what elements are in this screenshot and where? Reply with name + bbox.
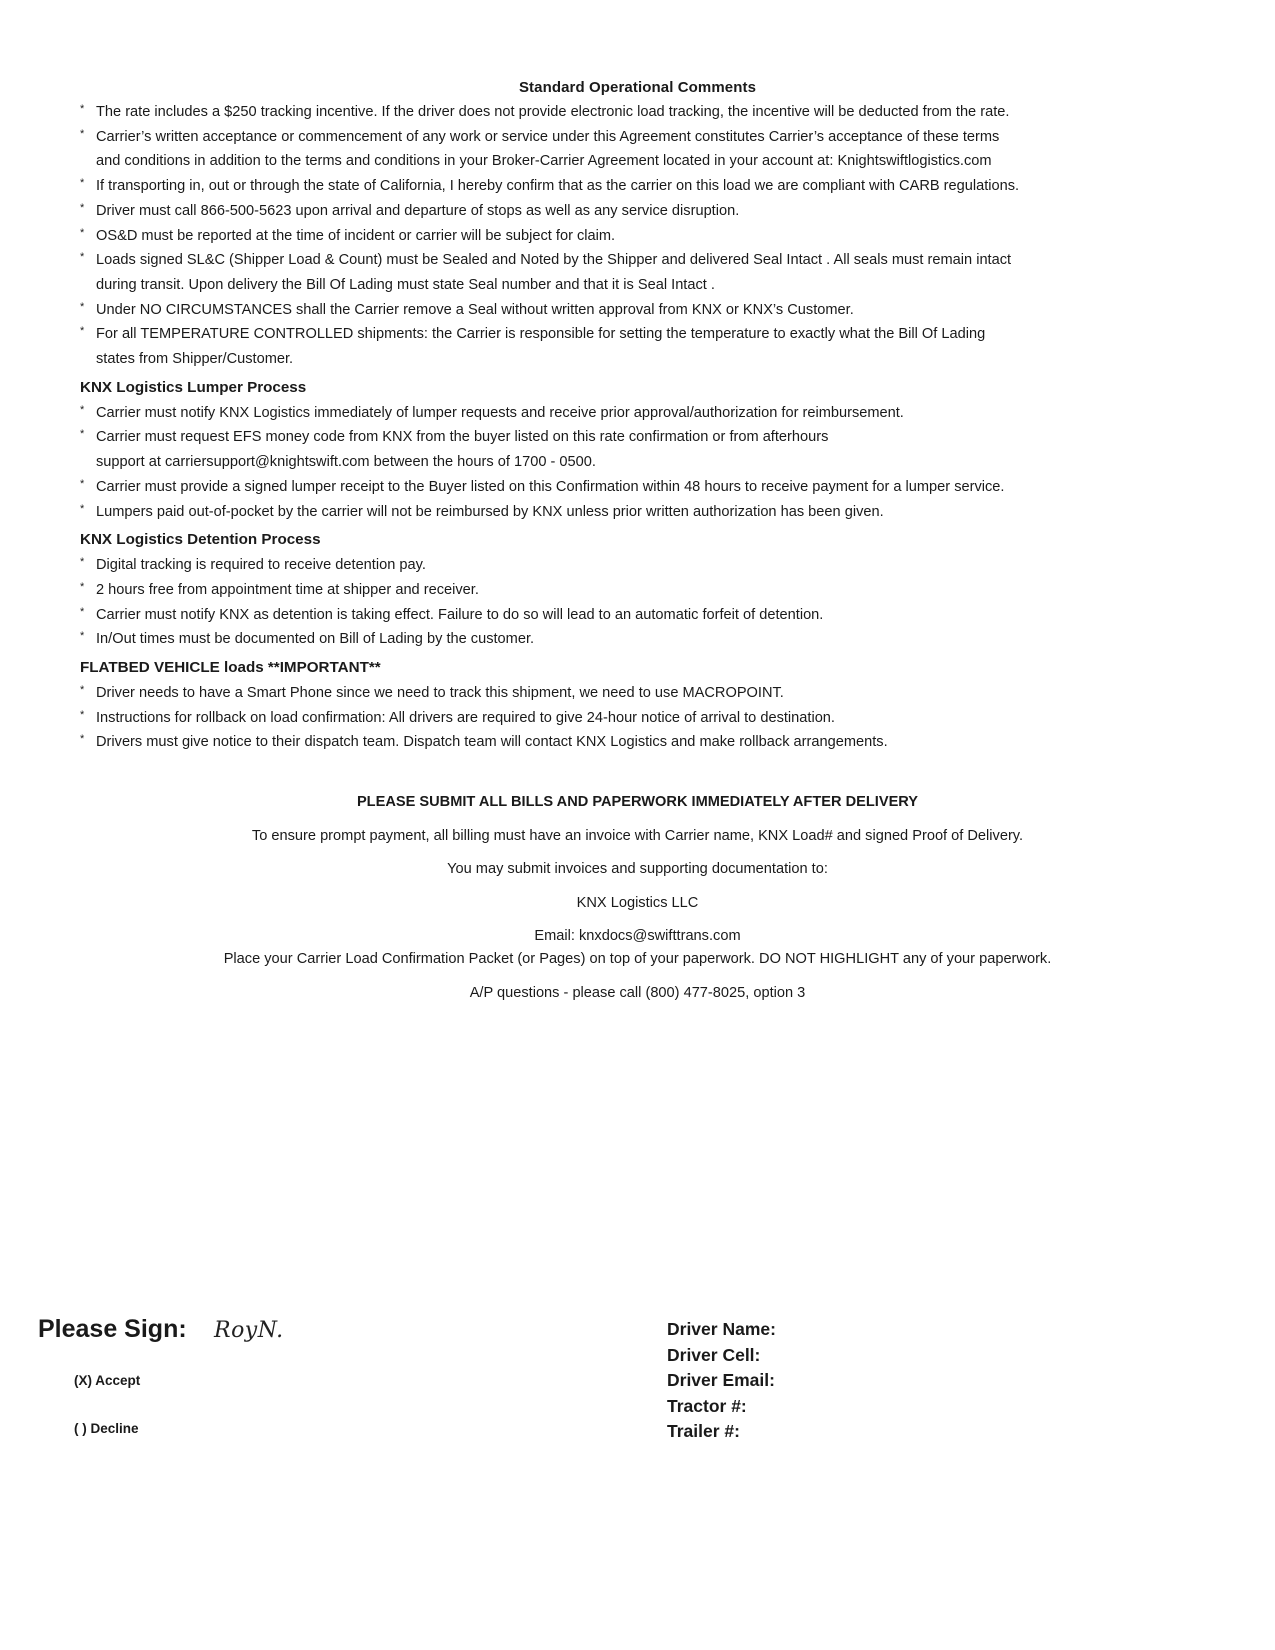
- bullet-text: Driver must call 866-500-5623 upon arrival and departure of stops as well as any service disruption.: [96, 202, 740, 219]
- bullet-text: Carrier’s written acceptance or commencement of any work or service under this Agreement constitutes Carrier’s acceptance of these terms: [96, 128, 1000, 145]
- lumper-section-title: KNX Logistics Lumper Process: [80, 378, 307, 396]
- trailer-number-label: Trailer #:: [667, 1421, 740, 1441]
- list-item: [80, 322, 1200, 371]
- accept-option[interactable]: (X) Accept: [74, 1373, 141, 1388]
- submit-email: Email: knxdocs@swifttrans.com: [534, 928, 741, 944]
- bullet-marker: *: [80, 556, 85, 569]
- tractor-number-label: Tractor #:: [667, 1395, 747, 1416]
- list-item: [80, 248, 1200, 297]
- bullet-text: Drivers must give notice to their dispatch team. Dispatch team will contact KNX Logistics and make rollback arrangements.: [96, 734, 888, 751]
- bullet-text: Carrier must request EFS money code from KNX from the buyer listed on this rate confirmation or from afterhours: [96, 429, 829, 446]
- standard-comments-list: [80, 100, 1200, 372]
- bullet-marker: *: [80, 630, 85, 643]
- bullet-text: The rate includes a $250 tracking incentive. If the driver does not provide electronic load tracking, the incentive will be deducted from the rate.: [96, 104, 1010, 120]
- bullet-marker: *: [80, 428, 85, 441]
- driver-name-label: Driver Name:: [667, 1319, 776, 1339]
- driver-email-label: Driver Email:: [667, 1370, 775, 1390]
- list-item: [80, 706, 1200, 731]
- bullet-marker: *: [80, 502, 85, 515]
- decline-option[interactable]: ( ) Decline: [74, 1421, 139, 1436]
- bullet-text: Digital tracking is required to receive detention pay.: [96, 557, 426, 574]
- bullet-text-continued: during transit. Upon delivery the Bill Of Lading must state Seal number and that it is Seal Intact .: [96, 276, 715, 293]
- bullet-text: 2 hours free from appointment time at shipper and receiver.: [96, 581, 479, 598]
- bullet-text: Carrier must notify KNX as detention is taking effect. Failure to do so will lead to an automatic forfeit of detention.: [96, 606, 824, 623]
- list-item: [80, 681, 1200, 706]
- signature: RoyN.: [214, 1318, 284, 1343]
- detention-list: [80, 553, 1200, 652]
- list-item: [80, 199, 1200, 224]
- bullet-marker: *: [80, 201, 85, 214]
- list-item: [80, 500, 1200, 525]
- list-item: [80, 401, 1200, 426]
- ap-questions: A/P questions - please call (800) 477-8025, option 3: [469, 985, 806, 1001]
- bullet-marker: *: [80, 325, 85, 338]
- bullet-marker: *: [80, 251, 85, 264]
- flatbed-list: [80, 681, 1200, 755]
- lumper-list: [80, 401, 1200, 525]
- packet-instruction: Place your Carrier Load Confirmation Packet (or Pages) on top of your paperwork. DO NOT HIGHLIGHT any of your paperwork.: [223, 951, 1052, 967]
- bullet-text-continued: states from Shipper/Customer.: [96, 351, 294, 368]
- bullet-text: In/Out times must be documented on Bill of Lading by the customer.: [96, 631, 535, 648]
- list-item: [80, 553, 1200, 578]
- bullet-text: Carrier must notify KNX Logistics immediately of lumper requests and receive prior approval/authorization for reimbursement.: [96, 404, 904, 421]
- bullet-text-continued: support at carriersupport@knightswift.com between the hours of 1700 - 0500.: [96, 454, 596, 471]
- bullet-marker: *: [80, 177, 85, 190]
- bullet-marker: *: [80, 477, 85, 490]
- list-item: [80, 125, 1200, 174]
- bullet-text: Carrier must provide a signed lumper receipt to the Buyer listed on this Confirmation within 48 hours to receive payment for a lumper service.: [96, 478, 1005, 495]
- bullet-marker: *: [80, 708, 85, 721]
- list-item: [80, 174, 1200, 199]
- bullet-marker: *: [80, 580, 85, 593]
- bullet-marker: *: [80, 226, 85, 239]
- submit-instruction: You may submit invoices and supporting documentation to:: [447, 861, 828, 877]
- list-item: [80, 578, 1200, 603]
- list-item: [80, 298, 1200, 323]
- please-sign-label: Please Sign:: [38, 1315, 187, 1343]
- list-item: [80, 603, 1200, 628]
- terms-content: [80, 100, 1200, 755]
- detention-section-title: KNX Logistics Detention Process: [80, 531, 321, 549]
- bullet-text: Under NO CIRCUMSTANCES shall the Carrier remove a Seal without written approval from KNX or KNX’s Customer.: [96, 301, 854, 318]
- bullet-text: Lumpers paid out-of-pocket by the carrier will not be reimbursed by KNX unless prior written authorization has been given.: [96, 503, 884, 520]
- bullet-text: Loads signed SL&C (Shipper Load & Count) must be Sealed and Noted by the Shipper and delivered Seal Intact . All seals must remain intact: [96, 252, 1012, 269]
- bullet-text: If transporting in, out or through the state of California, I hereby confirm that as the carrier on this load we are compliant with CARB regulations.: [96, 178, 1020, 195]
- bullet-text: For all TEMPERATURE CONTROLLED shipments: the Carrier is responsible for setting the temperature to exactly what the Bill Of Lading: [96, 326, 986, 343]
- bullet-marker: *: [80, 684, 85, 697]
- bullet-text: OS&D must be reported at the time of incident or carrier will be subject for claim.: [96, 227, 616, 244]
- bullet-text: Driver needs to have a Smart Phone since we need to track this shipment, we need to use MACROPOINT.: [96, 685, 784, 702]
- bullet-marker: *: [80, 103, 85, 115]
- flatbed-section-title: FLATBED VEHICLE loads **IMPORTANT**: [80, 659, 381, 677]
- list-item: [80, 100, 1200, 125]
- standard-comments-title: Standard Operational Comments: [518, 79, 757, 96]
- bullet-marker: *: [80, 605, 85, 618]
- bullet-text-continued: and conditions in addition to the terms and conditions in your Broker-Carrier Agreement located in your account at: Knightswiftlogistics.com: [96, 153, 992, 170]
- list-item: [80, 475, 1200, 500]
- payment-instruction: To ensure prompt payment, all billing must have an invoice with Carrier name, KNX Load# and signed Proof of Delivery.: [251, 828, 1024, 844]
- bullet-marker: *: [80, 733, 85, 746]
- list-item: [80, 425, 1200, 474]
- bullet-marker: *: [80, 403, 85, 416]
- list-item: [80, 730, 1200, 755]
- bullet-marker: *: [80, 300, 85, 313]
- bullet-marker: *: [80, 127, 85, 140]
- driver-info-block: [667, 1317, 776, 1445]
- driver-cell-label: Driver Cell:: [667, 1344, 761, 1365]
- company-name: KNX Logistics LLC: [576, 895, 699, 911]
- bullet-text: Instructions for rollback on load confirmation: All drivers are required to give 24-hour notice of arrival to destination.: [96, 709, 835, 726]
- list-item: [80, 627, 1200, 652]
- list-item: [80, 224, 1200, 249]
- submit-heading: PLEASE SUBMIT ALL BILLS AND PAPERWORK IMMEDIATELY AFTER DELIVERY: [356, 794, 919, 810]
